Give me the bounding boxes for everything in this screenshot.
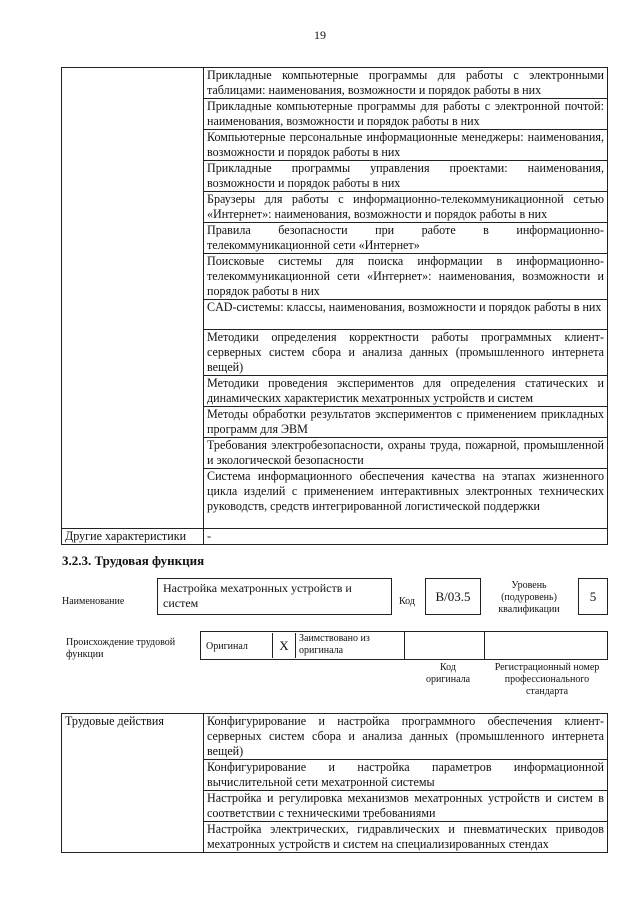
origin-label: Происхождение трудовой функции [66, 637, 176, 660]
knowledge-label-cell [62, 68, 204, 529]
page-number: 19 [314, 28, 326, 42]
knowledge-item: Браузеры для работы с информационно-телекоммуникационной сетью «Интернет»: наименования, возможности и порядок работы в них [204, 192, 608, 223]
level-value-box: 5 [578, 578, 608, 615]
origin-divider [484, 632, 485, 659]
other-characteristics-label: Другие характеристики [62, 529, 204, 545]
knowledge-item: Методики определения корректности работы программных клиент-серверных систем сбора и анализа данных (промышленного интернета вещей) [204, 330, 608, 376]
other-characteristics-value: - [204, 529, 608, 545]
section-heading: 3.2.3. Трудовая функция [62, 553, 205, 568]
labor-action-item: Конфигурирование и настройка параметров информационной вычислительной сети мехатронной системы [204, 760, 608, 791]
reg-number-caption: Регистрационный номер профессионального стандарта [494, 662, 600, 697]
knowledge-item: Система информационного обеспечения качества на этапах жизненного цикла изделий с применением интерактивных электронных технических руководств, средств интегрированной логистической поддержки [204, 469, 608, 529]
knowledge-item: Прикладные компьютерные программы для работы с электронными таблицами: наименования, возможности и порядок работы в них [204, 68, 608, 99]
knowledge-item: CAD-системы: классы, наименования, возможности и порядок работы в них [204, 300, 608, 330]
labor-action-item: Настройка электрических, гидравлических и пневматических приводов мехатронных устройств и систем на специализированных стендах [204, 822, 608, 853]
code-label: Код [399, 596, 415, 607]
knowledge-item: Прикладные компьютерные программы для работы с электронной почтой: наименования, возможности и порядок работы в них [204, 99, 608, 130]
function-name-box: Настройка мехатронных устройств и систем [157, 578, 392, 615]
knowledge-item: Прикладные программы управления проектами: наименования, возможности и порядок работы в них [204, 161, 608, 192]
name-label: Наименование [62, 596, 125, 607]
level-label: Уровень (подуровень) квалификации [498, 580, 560, 615]
knowledge-item: Компьютерные персональные информационные менеджеры: наименования, возможности и порядок работы в них [204, 130, 608, 161]
labor-action-item: Конфигурирование и настройка программного обеспечения клиент-серверных систем сбора и анализа данных (промышленного интернета вещей) [204, 714, 608, 760]
original-mark: X [272, 633, 296, 658]
original-label: Оригинал [206, 641, 248, 652]
knowledge-table [61, 67, 608, 545]
labor-action-item: Настройка и регулировка механизмов мехатронных устройств и систем в соответствии с техническими требованиями [204, 791, 608, 822]
origin-divider [404, 632, 405, 659]
knowledge-item: Методы обработки результатов экспериментов с применением прикладных программ для ЭВМ [204, 407, 608, 438]
knowledge-item: Методики проведения экспериментов для определения статических и динамических характеристик мехатронных устройств и систем [204, 376, 608, 407]
labor-actions-label: Трудовые действия [62, 714, 204, 853]
labor-actions-table [61, 713, 608, 853]
function-code-box: B/03.5 [425, 578, 481, 615]
knowledge-item: Правила безопасности при работе в информационно-телекоммуникационной сети «Интернет» [204, 223, 608, 254]
knowledge-item: Поисковые системы для поиска информации в информационно-телекоммуникационной сети «Интернет»: наименования, возможности и порядок работы в них [204, 254, 608, 300]
code-original-caption: Код оригинала [425, 662, 471, 685]
knowledge-item: Требования электробезопасности, охраны труда, пожарной, промышленной и экологической безопасности [204, 438, 608, 469]
borrowed-label: Заимствовано из оригинала [299, 633, 370, 656]
